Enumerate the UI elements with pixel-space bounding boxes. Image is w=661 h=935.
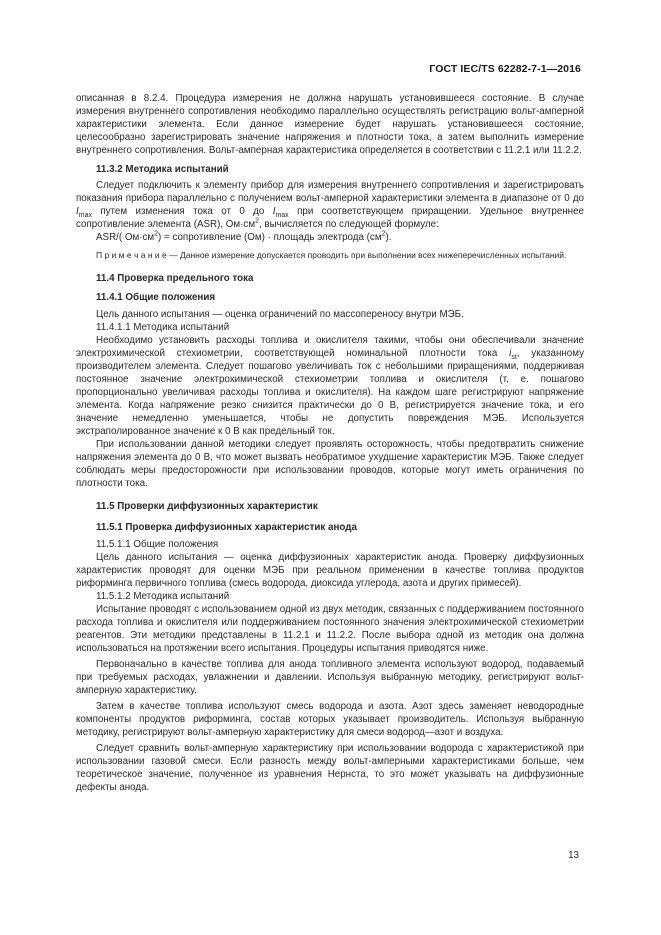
mixture-paragraph: Затем в качестве топлива используют смесь водорода и азота. Азот здесь заменяет неводородные компоненты продуктов риформинга, состав которых указывает производитель. Используя выбранную методику, регистрируют вольт-амперную характеристику для смеси водород—азот и воздуха. <box>76 700 584 738</box>
text-segment: Следует подключить к элементу прибор для измерения внутреннего сопротивления и зарегистрировать показания прибора параллельно с получением вольт-амперной характеристики элемента в диапазоне от 0 до <box>76 180 584 204</box>
heading-11-4: 11.4 Проверка предельного тока <box>96 272 254 284</box>
subscript: st <box>511 353 517 361</box>
caution-paragraph: При использовании данной методики следует проявлять осторожность, чтобы предотвратить снижение напряжения элемента до 0 В, что может вызвать необратимое ухудшение характеристик МЭБ. Также следует соблюдать меры предосторожности при использовании проводов, которые могут иметь ограничения по плотности тока. <box>76 438 584 489</box>
comparison-paragraph: Следует сравнить вольт-амперную характеристику при использовании водорода с характеристикой при использовании газовой смеси. Если разность между вольт-амперными характеристиками больше, чем теоретическое значение, полученное из уравнения Нернста, то это может указывать на диффузионные дефекты анода. <box>76 742 584 793</box>
superscript: 2 <box>154 230 159 238</box>
text-segment: , вычисляется по следующей формуле: <box>258 219 439 230</box>
heading-11-4-1: 11.4.1 Общие положения <box>96 291 216 303</box>
intro-paragraph: описанная в 8.2.4. Процедура измерения не должна нарушать установившееся состояние. В случае измерения внутреннего сопротивления необходимо параллельно осуществлять регистрацию вольт-амперной характеристики элемента. Если данное измерение будет нарушать установившееся состояние, целесообразно зарегистрировать значение напряжения и плотности тока, а затем выполнить измерение внутреннего сопротивления. Вольт-амперная характеристика определяется в соответствии с 11.2.1 или 11.2.2. <box>76 93 584 156</box>
test-method-paragraph: Испытание проводят с использованием одной из двух методик, связанных с поддерживанием постоянного расхода топлива и окислителя или поддерживанием постоянного значения электрохимической стехиометрии реагентов. Эти методики представлены в 11.2.1 и 11.2.2. После выбора одной из методик она должна использоваться на протяжении всего испытания. Процедуры испытания приводятся ниже. <box>76 603 584 654</box>
purpose-paragraph: Цель данного испытания — оценка диффузионных характеристик анода. Проверку диффузионных характеристик проводят для оценки МЭБ при реальном применении в качестве топлива продуктов риформинга первичного топлива (смесь водорода, диоксида углерода, азота и других примесей). <box>76 551 584 589</box>
subscript: max <box>78 211 92 219</box>
subheading-11-5-1-1: 11.5.1.1 Общие положения <box>96 538 219 550</box>
superscript: 2 <box>381 230 386 238</box>
text-segment: при соответствующем приращении. Удельное внутреннее сопротивление элемента (ASR), Ом·см <box>76 206 584 230</box>
text-segment: Необходимо установить расходы топлива и окислителя такими, чтобы они обеспечивали значение электрохимической стехиометрии, соответствующей номинальной плотности тока <box>76 334 584 359</box>
heading-11-5-1: 11.5.1 Проверка диффузионных характеристик анода <box>96 521 357 533</box>
current-symbol: I <box>76 206 79 217</box>
purpose-paragraph: Цель данного испытания — оценка ограничений по массопереносу внутри МЭБ. <box>96 308 464 320</box>
limit-current-paragraph <box>76 334 584 438</box>
note: П р и м е ч а н и е — Данное измерение допускается проводить при выполнении всех нижеперечисленных испытаний. <box>96 250 567 260</box>
heading-11-3-2: 11.3.2 Методика испытаний <box>96 164 229 175</box>
hydrogen-paragraph: Первоначально в качестве топлива для анода топливного элемента используют водород, подаваемый при требуемых расходах, увлажнении и давлении. Используя выбранную методику, регистрируют вольт-амперную характеристику. <box>76 658 584 696</box>
text-segment: ). <box>385 232 392 243</box>
subheading-11-5-1-2: 11.5.1.2 Методика испытаний <box>96 590 230 602</box>
text-segment: путем изменения тока от 0 до <box>91 206 273 217</box>
document-header: ГОСТ IEC/TS 62282-7-1—2016 <box>429 63 581 75</box>
text-segment: ASR/( Ом·см <box>96 232 155 243</box>
page-number: 13 <box>568 850 579 861</box>
asr-formula <box>76 231 584 244</box>
superscript: 2 <box>255 217 259 225</box>
current-symbol: I <box>272 206 276 217</box>
page-body <box>76 92 584 794</box>
methodology-paragraph <box>76 179 584 231</box>
subscript: max <box>275 211 289 219</box>
text-segment: , указанному производителем элемента. Следует пошагово увеличивать ток с небольшими приращениями, поддерживая постоянное значение электрохимической стехиометрии топлива и окислителя (т. е. пошагово пропорционально увеличивая расходы топлива и окислителя). На каждом шаге регистрируют напряжение элемента. Когда напряжение резко снизится практически до 0 В, регистрируется значение тока, и его значение немедленно уменьшается, чтобы не допустить повреждения МЭБ. Используется экстраполированное значение к 0 В как предельный ток. <box>76 347 584 437</box>
subheading-11-4-1-1: 11.4.1.1 Методика испытаний <box>96 321 230 333</box>
text-segment: ) = сопротивление (Ом) · площадь электрода (см <box>158 232 382 243</box>
current-density-symbol: i <box>509 347 512 359</box>
heading-11-5: 11.5 Проверки диффузионных характеристик <box>96 500 318 512</box>
